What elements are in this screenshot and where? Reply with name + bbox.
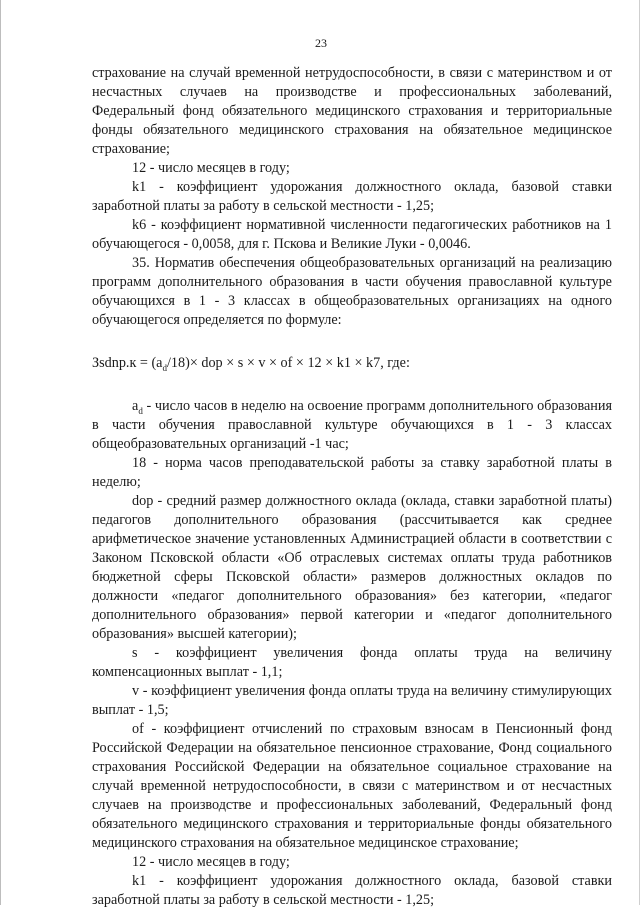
definition-item: 18 - норма часов преподавательской работы за ставку заработной платы в неделю; xyxy=(92,455,612,490)
definition-item: 12 - число месяцев в году; xyxy=(132,854,290,870)
formula xyxy=(92,354,612,373)
paragraph: k6 - коэффициент нормативной численности педагогических работников на 1 обучающегося - 0,0058, для г. Пскова и Великие Луки - 0,0046. xyxy=(92,217,612,252)
definition-item: of - коэффициент отчислений по страховым взносам в Пенсионный фонд Российской Федерации на обязательное пенсионное страхование, Фонд социального страхования Российской Федерации на обязательное социальное страхование на случай временной нетрудоспособности, в связи с материнством и от несчастных случаев на производстве и профессиональных заболеваний, Федеральный фонд обязательного медицинского страхования и территориальные фонды обязательного медицинского страхования на обязательное медицинское страхование; xyxy=(92,721,612,851)
definition-ad xyxy=(92,397,612,454)
page-number: 23 xyxy=(315,36,327,50)
formula-subscript: d xyxy=(162,362,167,373)
document-body xyxy=(92,64,612,910)
definition-subscript: d xyxy=(138,405,143,416)
definition-text: - число часов в неделю на освоение программ дополнительного образования в части обучения православной культуре обучающихся в 1 - 3 классах общеобразовательных организаций -1 час; xyxy=(92,398,612,452)
formula-rhs: /18)× dop × s × v × of × 12 × k1 × k7, где: xyxy=(166,355,410,371)
definition-var: a xyxy=(132,398,139,414)
formula-lhs: Зsdnp.к = (a xyxy=(92,355,163,371)
paragraph: 35. Норматив обеспечения общеобразовательных организаций на реализацию программ дополнительного образования в части обучения православной культуре обучающихся в 1 - 3 классах в общеобразовательных организациях на одного обучающегося определяется по формуле: xyxy=(92,255,612,328)
definition-item: s - коэффициент увеличения фонда оплаты труда на величину компенсационных выплат - 1,1; xyxy=(92,645,612,680)
definition-item: k1 - коэффициент удорожания должностного оклада, базовой ставки заработной платы за работу в сельской местности - 1,25; xyxy=(92,873,612,908)
definition-item: dop - средний размер должностного оклада (оклада, ставки заработной платы) педагогов дополнительного образования (рассчитывается как среднее арифметическое значение установленных Администрацией области в соответствии с Законом Псковской области «Об отраслевых системах оплаты труда работников бюджетной сферы Псковской области» размеров должностных окладов по должности «педагог дополнительного образования» без категории, «педагог дополнительного образования» первой категории и «педагог дополнительного образования» высшей категории); xyxy=(92,493,612,642)
paragraph: страхование на случай временной нетрудоспособности, в связи с материнством и от несчастных случаев на производстве и профессиональных заболеваний, Федеральный фонд обязательного медицинского страхования и территориальные фонды обязательного медицинского страхования на обязательное медицинское страхование; xyxy=(92,65,612,157)
definition-item: v - коэффициент увеличения фонда оплаты труда на величину стимулирующих выплат - 1,5; xyxy=(92,683,612,718)
paragraph: k1 - коэффициент удорожания должностного оклада, базовой ставки заработной платы за работу в сельской местности - 1,25; xyxy=(92,179,612,214)
paragraph: 12 - число месяцев в году; xyxy=(132,160,290,176)
